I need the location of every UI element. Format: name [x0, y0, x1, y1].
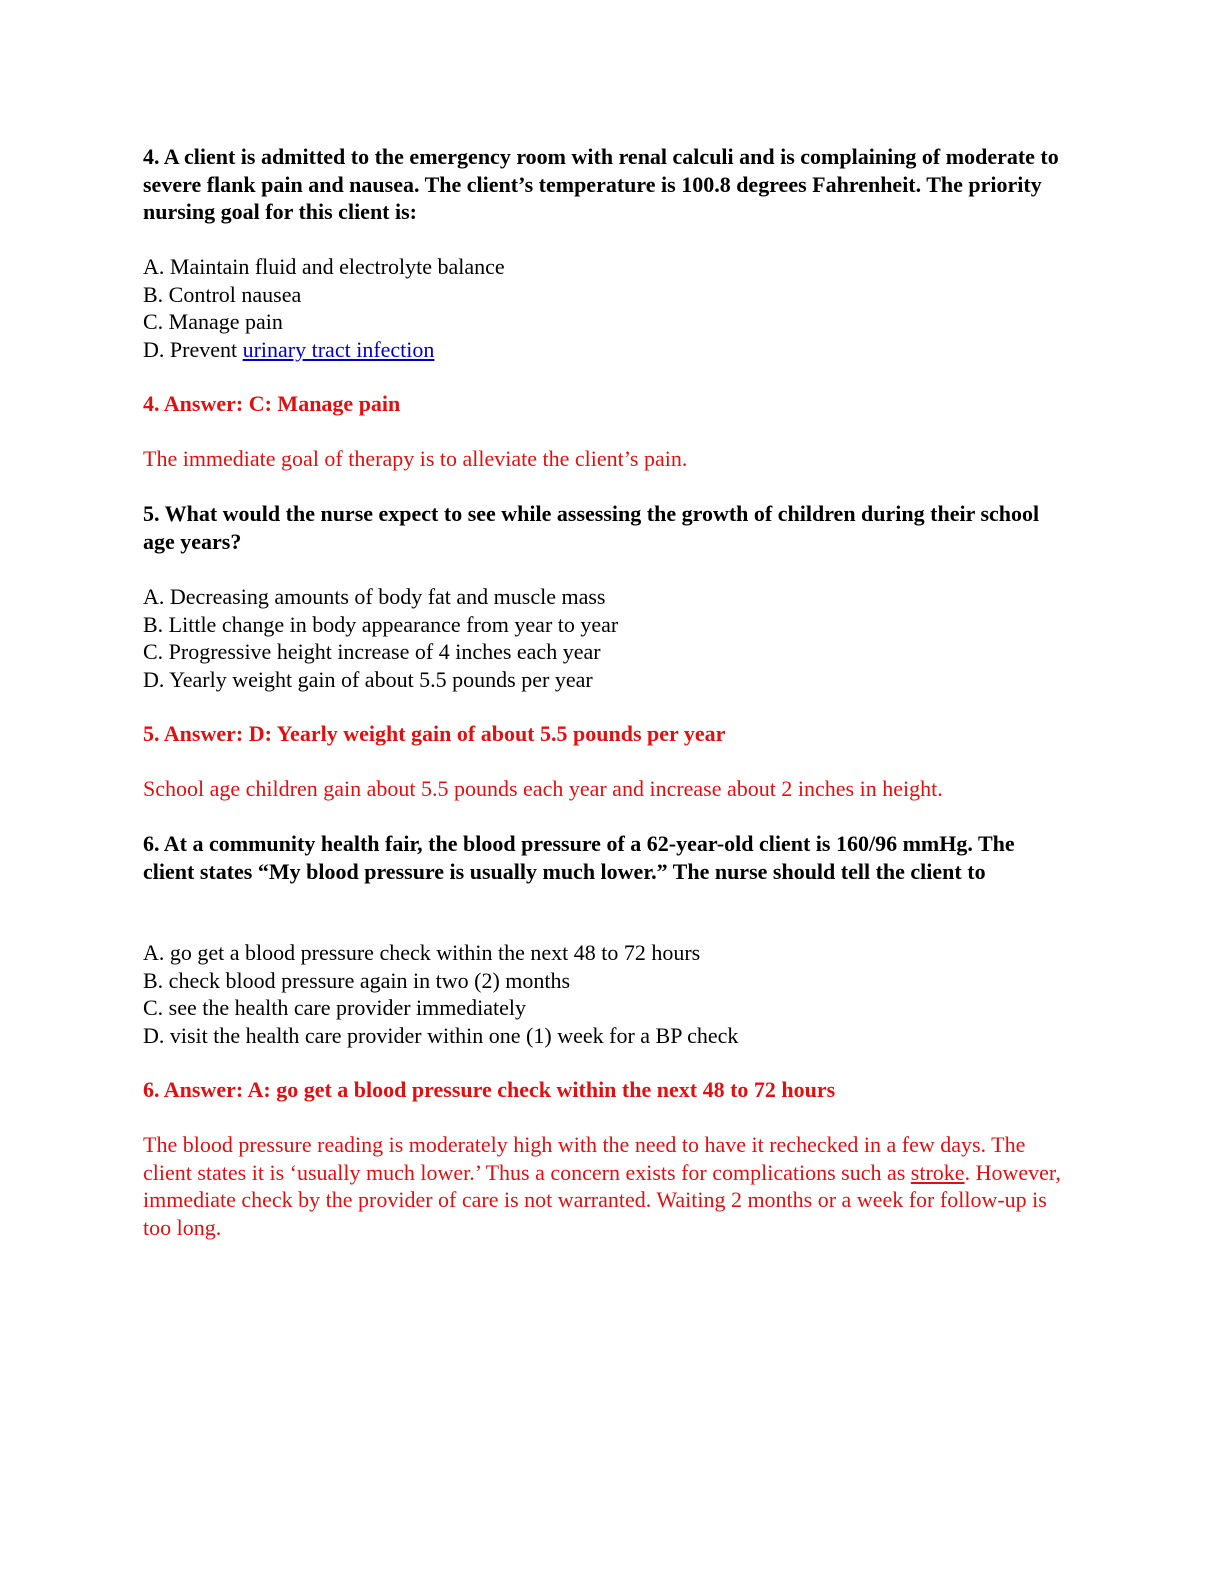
explanation-6-part2: . However, immediate check by the provider of care is not warranted. Waiting 2 months or a week for follow-up is too long.	[143, 1159, 1061, 1240]
option-a: A. Decreasing amounts of body fat and muscle mass	[143, 584, 606, 609]
urinary-tract-infection-link[interactable]: urinary tract infection	[242, 336, 435, 362]
question-4-options	[143, 253, 1065, 363]
question-6-options	[143, 939, 1065, 1049]
explanation-6-part1: The blood pressure reading is moderately high with the need to have it rechecked in a few days. The client states it is ‘usually much lower.’ Thus a concern exists for complications such as	[143, 1132, 1026, 1185]
option-d: D. visit the health care provider within one (1) week for a BP check	[143, 1022, 739, 1048]
option-b: B. Control nausea	[143, 281, 302, 307]
question-6: 6. At a community health fair, the blood pressure of a 62-year-old client is 160/96 mmHg. The client states “My blood pressure is usually much lower.” The nurse should tell the client to	[143, 831, 1015, 884]
answer-6: 6. Answer: A: go get a blood pressure check within the next 48 to 72 hours	[143, 1077, 836, 1102]
option-c: C. see the health care provider immediately	[143, 995, 527, 1020]
explanation-4: The immediate goal of therapy is to alleviate the client’s pain.	[143, 446, 688, 471]
question-5-options	[143, 583, 1065, 693]
option-a: A. Maintain fluid and electrolyte balance	[143, 254, 505, 279]
option-d	[143, 336, 1065, 364]
answer-5: 5. Answer: D: Yearly weight gain of about 5.5 pounds per year	[143, 721, 726, 746]
option-c: C. Manage pain	[143, 309, 283, 334]
stroke-link[interactable]: stroke	[910, 1159, 965, 1185]
question-4: 4. A client is admitted to the emergency room with renal calculi and is complaining of moderate to severe flank pain and nausea. The client’s temperature is 100.8 degrees Fahrenheit. The priority nursing goal for this client is:	[143, 144, 1059, 224]
question-5: 5. What would the nurse expect to see while assessing the growth of children during their school age years?	[143, 501, 1040, 554]
option-a: A. go get a blood pressure check within the next 48 to 72 hours	[143, 940, 701, 965]
option-c: C. Progressive height increase of 4 inches each year	[143, 639, 601, 664]
answer-4: 4. Answer: C: Manage pain	[143, 391, 401, 416]
explanation-6	[143, 1131, 1065, 1241]
option-d: D. Yearly weight gain of about 5.5 pounds per year	[143, 666, 593, 692]
option-b: B. check blood pressure again in two (2) months	[143, 967, 571, 993]
option-b: B. Little change in body appearance from year to year	[143, 611, 619, 637]
explanation-5: School age children gain about 5.5 pounds each year and increase about 2 inches in height.	[143, 776, 943, 801]
option-d-text: D. Prevent	[143, 336, 243, 362]
